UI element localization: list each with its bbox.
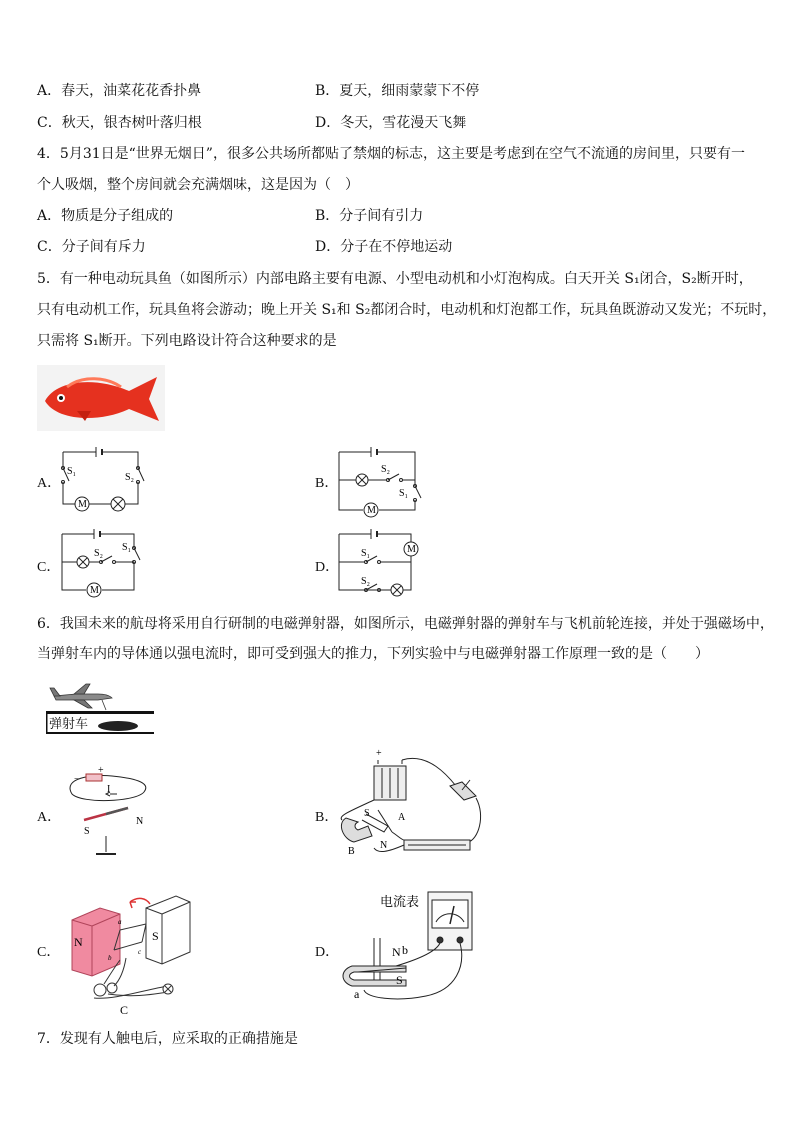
q5-option-b-label: B． xyxy=(315,476,339,491)
figb-s-label: S xyxy=(364,808,370,819)
q3-option-b: B．夏天，细雨蒙蒙下不停 xyxy=(315,83,480,99)
circuit-b-motor-label: M xyxy=(367,505,376,516)
q5-stem-line3: 只需将 S₁断开。下列电路设计符合这种要求的是 xyxy=(37,333,337,349)
figb-b-label: B xyxy=(348,846,355,857)
q5-option-a-label: A． xyxy=(37,476,62,491)
catapult-figure xyxy=(46,682,156,738)
q4-option-d: D．分子在不停地运动 xyxy=(315,239,453,255)
circuit-a-s1-label: S₁ xyxy=(67,466,77,477)
q4-option-c: C．分子间有斥力 xyxy=(37,239,146,255)
figc-c-label: C xyxy=(120,1003,129,1017)
circuit-c-motor-label: M xyxy=(90,585,99,596)
circuit-b-s2-label: S₂ xyxy=(381,464,391,475)
q3-option-a: A．春天，油菜花花香扑鼻 xyxy=(37,83,202,99)
oersted-experiment-figure xyxy=(62,765,162,860)
q6-option-d-label: D． xyxy=(315,945,340,960)
figd-s-label: S xyxy=(396,973,403,987)
toy-fish-image xyxy=(37,365,165,431)
figd-a-label: a xyxy=(354,987,360,1001)
q5-stem-line2: 只有电动机工作，玩具鱼将会游动；晚上开关 S₁和 S₂都闭合时，电动机和灯泡都工作，玩具鱼既游动又发光；不玩时， xyxy=(37,302,777,318)
generator-figure xyxy=(64,894,194,1016)
circuit-diagram-a xyxy=(58,446,148,516)
circuit-c-s2-label: S₂ xyxy=(94,548,104,559)
q6-option-b-label: B． xyxy=(315,810,339,825)
q6-option-a-label: A． xyxy=(37,810,62,825)
circuit-a-s2-label: S₂ xyxy=(125,472,135,483)
q4-option-b: B．分子间有引力 xyxy=(315,208,424,224)
figd-b-label: b xyxy=(402,943,408,957)
catapult-label: 弹射车 xyxy=(49,717,89,732)
circuit-d-motor-label: M xyxy=(407,544,416,555)
circuit-diagram-c xyxy=(60,528,152,600)
circuit-d-s1-label: S₁ xyxy=(361,548,371,559)
q5-option-c-label: C． xyxy=(37,560,61,575)
q5-option-d-label: D． xyxy=(315,560,340,575)
figc-c-small-label: c xyxy=(138,948,142,956)
q4-option-a: A．物质是分子组成的 xyxy=(37,208,174,224)
q5-stem-line1: 5．有一种电动玩具鱼（如图所示）内部电路主要有电源、小型电动机和小灯泡构成。白天开关 S₁闭合，S₂断开时， xyxy=(37,271,753,287)
induction-ammeter-figure xyxy=(336,886,486,1002)
circuit-b-s1-label: S₁ xyxy=(399,488,409,499)
q6-option-c-label: C． xyxy=(37,945,61,960)
q4-stem-line1: 4．5月31日是“世界无烟日”，很多公共场所都贴了禁烟的标志，这主要是考虑到在空气不流通的房间里，只要有一 xyxy=(37,146,745,162)
figa-plus: + xyxy=(98,765,104,776)
circuit-diagram-b xyxy=(337,446,429,518)
q4-stem-line2: 个人吸烟，整个房间就会充满烟味，这是因为（ ） xyxy=(37,177,359,193)
figc-b-label: b xyxy=(108,954,112,962)
figa-south-label: S xyxy=(84,826,90,837)
figb-n-label: N xyxy=(380,840,388,851)
circuit-a-motor-label: M xyxy=(78,499,87,510)
figc-s-label: S xyxy=(152,929,159,943)
circuit-diagram-d xyxy=(337,528,429,600)
q6-stem-line2: 当弹射车内的导体通以强电流时，即可受到强大的推力，下列实验中与电磁弹射器工作原理一致的是（ ） xyxy=(37,646,709,662)
q3-option-d: D．冬天，雪花漫天飞舞 xyxy=(315,115,467,131)
figd-n-label: N xyxy=(392,945,401,959)
battery-plus-mark: + xyxy=(376,748,382,759)
figa-minus: − xyxy=(74,774,80,785)
q7-stem-line1: 7．发现有人触电后，应采取的正确措施是 xyxy=(37,1031,298,1047)
figd-ammeter-label: 电流表 xyxy=(380,895,420,910)
figa-north-label: N xyxy=(136,816,144,827)
circuit-c-s1-label: S₁ xyxy=(122,542,132,553)
q6-stem-line1: 6．我国未来的航母将采用自行研制的电磁弹射器，如图所示，电磁弹射器的弹射车与飞机前轮连接，并处于强磁场中， xyxy=(37,616,774,632)
q3-option-c: C．秋天，银杏树叶落归根 xyxy=(37,115,202,131)
figb-a-label: A xyxy=(398,812,406,823)
figc-n-label: N xyxy=(74,935,83,949)
figa-current-label: I xyxy=(107,784,111,795)
circuit-d-s2-label: S₂ xyxy=(361,576,371,587)
figc-a-label: a xyxy=(118,918,122,926)
motor-principle-figure xyxy=(338,748,488,864)
